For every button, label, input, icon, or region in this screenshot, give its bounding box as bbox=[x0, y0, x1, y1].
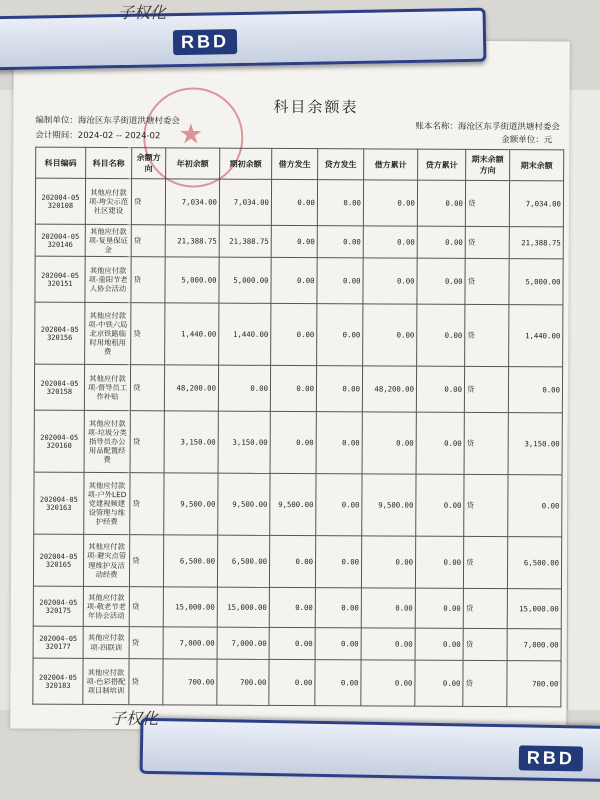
col-header: 余额方向 bbox=[132, 148, 166, 179]
account-name: 其他应付款项-督导员工作补贴 bbox=[84, 364, 130, 410]
col-header: 年初余额 bbox=[166, 148, 220, 179]
debit-amount: 9,500.00 bbox=[270, 473, 316, 535]
ending-direction: 贷 bbox=[463, 628, 507, 660]
ending-direction: 贷 bbox=[463, 588, 507, 628]
account-name: 其他应付款项-中铁六局北京铁路临时用地租用费 bbox=[85, 302, 131, 364]
col-header: 借方累计 bbox=[364, 149, 418, 180]
credit-amount: 0.00 bbox=[315, 628, 361, 660]
ending-direction: 贷 bbox=[465, 258, 509, 304]
credit-amount: 0.00 bbox=[317, 258, 363, 304]
debit-cumulative: 0.00 bbox=[363, 226, 417, 258]
seal-star-icon: ★ bbox=[178, 117, 204, 151]
debit-amount: 0.00 bbox=[270, 411, 316, 473]
document-page bbox=[10, 39, 570, 732]
col-header: 科目编码 bbox=[36, 147, 86, 178]
ending-balance: 21,388.75 bbox=[509, 227, 563, 259]
handwritten-signature-bottom: 子权化 bbox=[110, 709, 159, 728]
table-row bbox=[34, 364, 562, 413]
balance-direction: 贷 bbox=[130, 473, 164, 535]
account-book-name: 账本名称：海沧区东孚街道洪塘村委会 bbox=[415, 121, 560, 133]
col-header: 借方发生 bbox=[272, 148, 318, 179]
account-name: 其他应付款项-户外LED党建视频建设管理与维护经费 bbox=[84, 472, 130, 534]
opening-year-balance: 21,388.75 bbox=[165, 225, 219, 257]
balance-direction: 贷 bbox=[131, 179, 165, 225]
account-name: 其他应付款项-敬老节老年协会活动 bbox=[83, 586, 129, 626]
ending-balance: 700.00 bbox=[507, 661, 561, 707]
credit-cumulative: 0.00 bbox=[416, 412, 464, 474]
opening-period-balance: 7,000.00 bbox=[217, 627, 269, 659]
ending-direction: 贷 bbox=[464, 474, 508, 536]
balance-direction: 贷 bbox=[129, 535, 163, 587]
debit-cumulative: 0.00 bbox=[361, 628, 415, 660]
balance-direction: 贷 bbox=[129, 587, 163, 627]
credit-cumulative: 0.00 bbox=[415, 628, 463, 660]
account-code: 202004-05 320165 bbox=[33, 534, 83, 586]
credit-amount: 0.00 bbox=[317, 180, 363, 226]
credit-amount: 0.00 bbox=[315, 588, 361, 628]
ending-direction: 贷 bbox=[465, 304, 509, 366]
ending-direction: 贷 bbox=[463, 536, 507, 588]
debit-cumulative: 0.00 bbox=[361, 588, 415, 628]
opening-year-balance: 3,150.00 bbox=[164, 411, 218, 473]
ending-balance: 3,150.00 bbox=[508, 413, 562, 475]
ending-direction: 贷 bbox=[463, 660, 507, 706]
ending-balance: 7,000.00 bbox=[507, 629, 561, 661]
table-row bbox=[33, 658, 561, 707]
col-header: 贷方累计 bbox=[418, 149, 466, 180]
credit-cumulative: 0.00 bbox=[417, 226, 465, 258]
debit-cumulative: 0.00 bbox=[363, 180, 417, 226]
account-code: 202004-05 320156 bbox=[35, 302, 85, 364]
debit-amount: 0.00 bbox=[269, 627, 315, 659]
balance-direction: 贷 bbox=[130, 365, 164, 411]
debit-amount: 0.00 bbox=[269, 659, 315, 705]
table-row bbox=[35, 302, 563, 367]
opening-period-balance: 6,500.00 bbox=[217, 535, 269, 587]
credit-cumulative: 0.00 bbox=[417, 258, 465, 304]
credit-amount: 0.00 bbox=[317, 226, 363, 258]
opening-year-balance: 1,440.00 bbox=[165, 303, 219, 365]
ending-direction: 贷 bbox=[464, 412, 508, 474]
balance-direction: 贷 bbox=[131, 225, 165, 257]
account-code: 202004-05 320108 bbox=[35, 178, 85, 224]
credit-cumulative: 0.00 bbox=[416, 474, 464, 536]
table-row bbox=[33, 626, 561, 661]
opening-period-balance: 9,500.00 bbox=[218, 473, 270, 535]
debit-amount: 0.00 bbox=[271, 179, 317, 225]
col-header: 期初余额 bbox=[220, 148, 272, 179]
opening-period-balance: 700.00 bbox=[217, 659, 269, 705]
opening-year-balance: 700.00 bbox=[163, 659, 217, 705]
table-body bbox=[33, 178, 564, 707]
balance-direction: 贷 bbox=[131, 257, 165, 303]
balance-direction: 贷 bbox=[129, 659, 163, 705]
debit-cumulative: 9,500.00 bbox=[362, 474, 416, 536]
ending-balance: 7,034.00 bbox=[509, 181, 563, 227]
col-header: 贷方发生 bbox=[318, 149, 364, 180]
accounting-period: 会计期间：2024-02 -- 2024-02 bbox=[35, 130, 161, 142]
account-code: 202004-05 320151 bbox=[35, 256, 85, 302]
opening-year-balance: 15,000.00 bbox=[163, 587, 217, 627]
col-header: 期末余额 bbox=[510, 150, 564, 181]
binder-clip-bottom bbox=[140, 718, 600, 782]
debit-amount: 0.00 bbox=[271, 257, 317, 303]
credit-cumulative: 0.00 bbox=[416, 366, 464, 412]
ending-direction: 贷 bbox=[465, 226, 509, 258]
ending-balance: 5,000.00 bbox=[509, 259, 563, 305]
opening-year-balance: 7,000.00 bbox=[163, 627, 217, 659]
col-header: 科目名称 bbox=[86, 147, 132, 178]
ending-balance: 0.00 bbox=[508, 475, 562, 537]
ending-balance: 15,000.00 bbox=[507, 589, 561, 629]
account-name: 其他应付款项-色彩搭配项目制培训 bbox=[83, 658, 129, 704]
debit-amount: 0.00 bbox=[269, 587, 315, 627]
debit-cumulative: 0.00 bbox=[361, 660, 415, 706]
binder-brand-logo: RBD bbox=[173, 29, 237, 55]
table-row bbox=[35, 178, 563, 227]
account-code: 202004-05 320175 bbox=[33, 586, 83, 626]
credit-amount: 0.00 bbox=[315, 660, 361, 706]
debit-amount: 0.00 bbox=[269, 535, 315, 587]
compiling-unit: 编制单位：海沧区东孚街道洪塘村委会 bbox=[35, 115, 180, 127]
binder-clip-top bbox=[0, 8, 486, 71]
credit-amount: 0.00 bbox=[316, 412, 362, 474]
currency-unit: 金额单位：元 bbox=[501, 135, 553, 146]
balance-direction: 贷 bbox=[130, 411, 164, 473]
opening-year-balance: 5,000.00 bbox=[165, 257, 219, 303]
table-header-row bbox=[36, 147, 564, 181]
table-row bbox=[33, 586, 561, 629]
account-code: 202004-05 320160 bbox=[34, 410, 84, 472]
balance-direction: 贷 bbox=[131, 303, 165, 365]
opening-year-balance: 9,500.00 bbox=[164, 473, 218, 535]
account-name: 其他应付款项-垃圾分类指导员办公用品配置经费 bbox=[84, 410, 130, 472]
credit-cumulative: 0.00 bbox=[415, 660, 463, 706]
opening-period-balance: 15,000.00 bbox=[217, 587, 269, 627]
handwritten-signature-top: 子权化 bbox=[118, 3, 167, 22]
debit-amount: 0.00 bbox=[270, 365, 316, 411]
debit-amount: 0.00 bbox=[271, 303, 317, 365]
credit-cumulative: 0.00 bbox=[415, 536, 463, 588]
credit-amount: 0.00 bbox=[316, 474, 362, 536]
table-row bbox=[33, 534, 561, 589]
opening-period-balance: 0.00 bbox=[218, 365, 270, 411]
adjacent-page-right bbox=[567, 90, 600, 710]
account-name: 其他应付款项-重阳节老人协会活动 bbox=[85, 256, 131, 302]
table-row bbox=[34, 472, 562, 537]
account-name: 其他应付款项-垮尖示范社区建设 bbox=[85, 178, 131, 224]
credit-cumulative: 0.00 bbox=[417, 180, 465, 226]
opening-period-balance: 5,000.00 bbox=[219, 257, 271, 303]
document-title: 科目余额表 bbox=[273, 97, 359, 117]
account-code: 202004-05 320183 bbox=[33, 658, 83, 704]
account-code: 202004-05 320146 bbox=[35, 224, 85, 256]
debit-cumulative: 0.00 bbox=[363, 258, 417, 304]
opening-period-balance: 3,150.00 bbox=[218, 411, 270, 473]
ending-balance: 0.00 bbox=[508, 367, 562, 413]
opening-period-balance: 21,388.75 bbox=[219, 225, 271, 257]
opening-year-balance: 48,200.00 bbox=[164, 365, 218, 411]
credit-cumulative: 0.00 bbox=[415, 588, 463, 628]
opening-year-balance: 7,034.00 bbox=[165, 179, 219, 225]
opening-year-balance: 6,500.00 bbox=[163, 535, 217, 587]
ending-balance: 6,500.00 bbox=[507, 537, 561, 589]
account-name: 其他应付款项-复垦保证金 bbox=[85, 224, 131, 256]
credit-cumulative: 0.00 bbox=[417, 304, 465, 366]
debit-cumulative: 0.00 bbox=[363, 304, 417, 366]
ending-balance: 1,440.00 bbox=[509, 305, 563, 367]
balance-table bbox=[32, 147, 564, 708]
credit-amount: 0.00 bbox=[316, 366, 362, 412]
debit-cumulative: 48,200.00 bbox=[362, 366, 416, 412]
opening-period-balance: 7,034.00 bbox=[219, 179, 271, 225]
col-header: 期末余额方向 bbox=[466, 149, 510, 180]
debit-cumulative: 0.00 bbox=[361, 536, 415, 588]
debit-amount: 0.00 bbox=[271, 225, 317, 257]
account-name: 其他应付款项-四联训 bbox=[83, 626, 129, 658]
ending-direction: 贷 bbox=[465, 180, 509, 226]
account-code: 202004-05 320158 bbox=[34, 364, 84, 410]
ending-direction: 贷 bbox=[464, 366, 508, 412]
account-name: 其他应付款项-避灾点管理维护及活动经费 bbox=[83, 534, 129, 586]
table-row bbox=[35, 256, 563, 305]
credit-amount: 0.00 bbox=[317, 304, 363, 366]
debit-cumulative: 0.00 bbox=[362, 412, 416, 474]
table-row bbox=[34, 410, 562, 475]
opening-period-balance: 1,440.00 bbox=[219, 303, 271, 365]
credit-amount: 0.00 bbox=[315, 536, 361, 588]
account-code: 202004-05 320163 bbox=[34, 472, 84, 534]
binder-brand-logo: RBD bbox=[519, 745, 583, 771]
table-row bbox=[35, 224, 563, 259]
account-code: 202004-05 320177 bbox=[33, 626, 83, 658]
balance-direction: 贷 bbox=[129, 627, 163, 659]
